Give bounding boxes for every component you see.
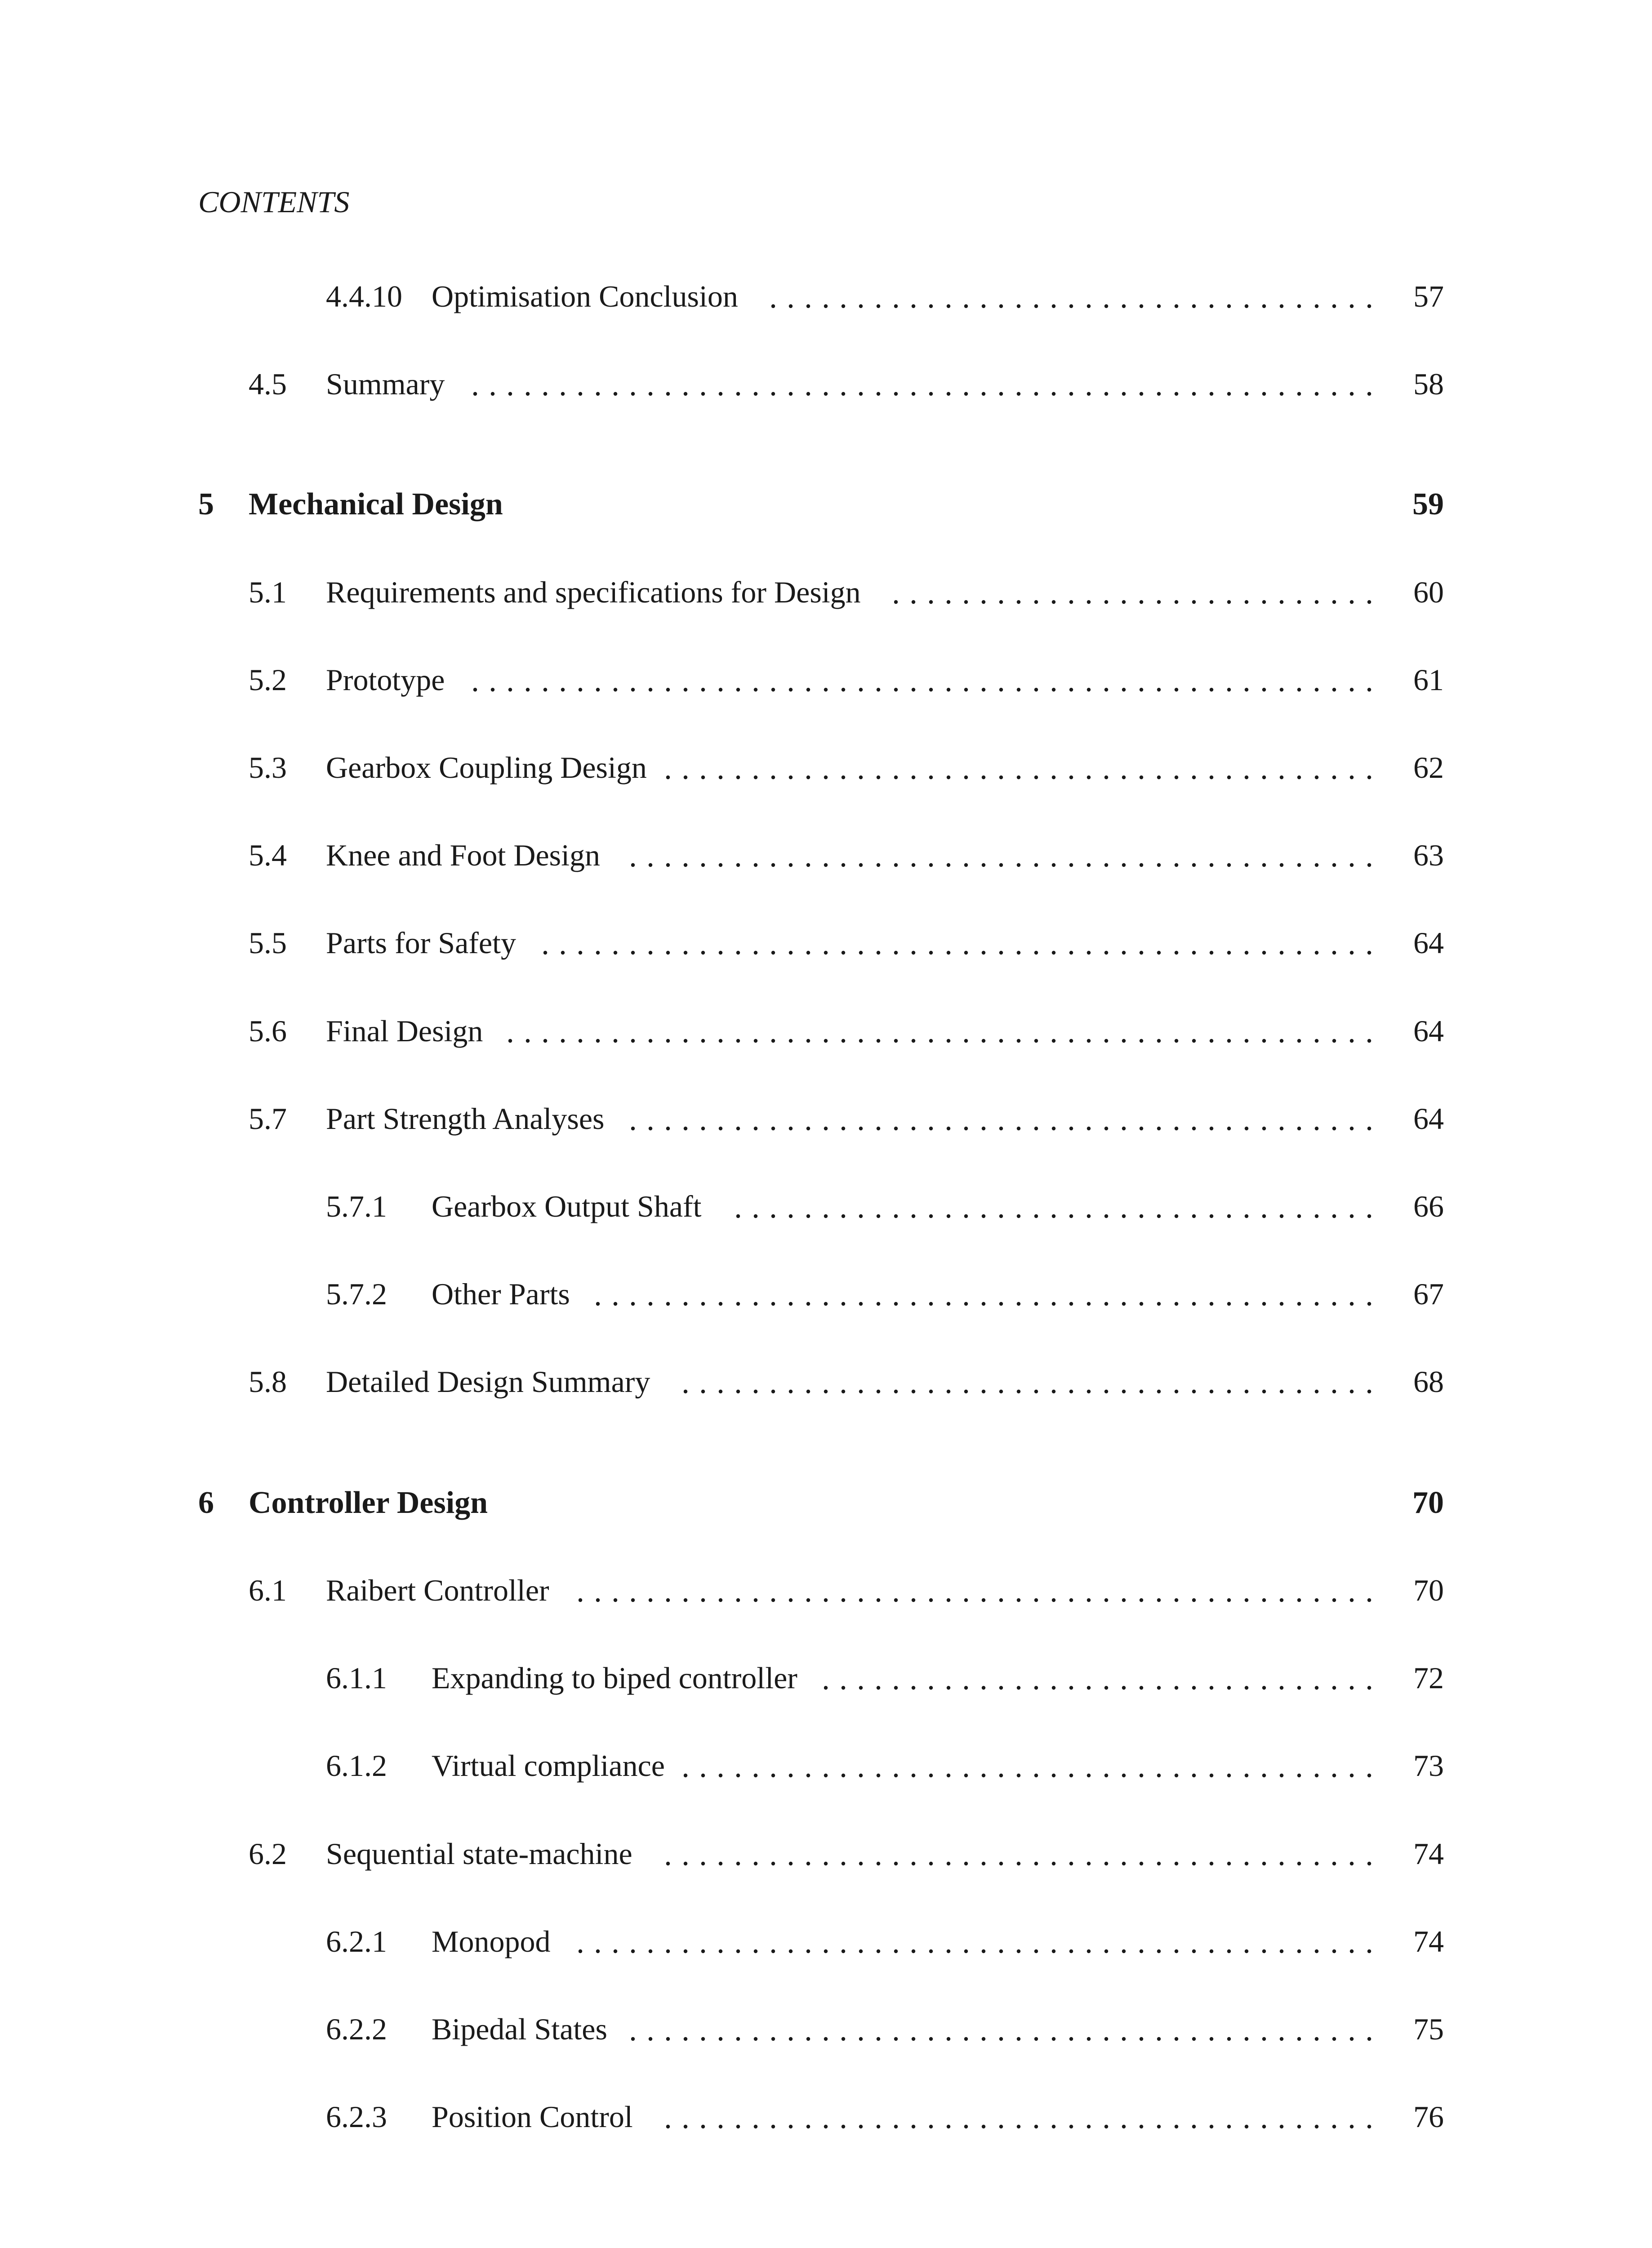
toc-dot-leader: [631, 1103, 1385, 1139]
toc-entry-title: Monopod: [432, 1924, 551, 1958]
toc-entry-number: 4.4.10: [326, 279, 402, 313]
toc-entry-title: Summary: [326, 367, 445, 401]
toc-entry-page-number: 75: [1413, 2012, 1444, 2046]
toc-entry-title: Expanding to biped controller: [432, 1661, 797, 1695]
toc-entry-page-number: 74: [1413, 1924, 1444, 1958]
toc-entry-page-number: 64: [1413, 1102, 1444, 1136]
toc-entry-title: Gearbox Output Shaft: [432, 1189, 702, 1223]
toc-entry-page-number: 61: [1413, 663, 1444, 697]
toc-entry-number: 5.6: [249, 1014, 287, 1048]
toc-entry-number: 4.5: [249, 367, 287, 401]
toc-dot-leader: [473, 665, 1385, 700]
toc-entry-page-number: 74: [1413, 1837, 1444, 1871]
toc-dot-leader: [631, 2014, 1385, 2050]
toc-entry-title: Detailed Design Summary: [326, 1365, 650, 1399]
toc-entry-page-number: 73: [1413, 1748, 1444, 1783]
toc-entry-page-number: 66: [1413, 1189, 1444, 1223]
toc-entry-page-number: 59: [1412, 487, 1444, 522]
running-head: CONTENTS: [198, 185, 350, 219]
toc-entry-title: Position Control: [432, 2100, 633, 2134]
toc-entry-number: 5.7: [249, 1102, 287, 1136]
toc-dot-leader: [543, 928, 1385, 963]
toc-entry-page-number: 63: [1413, 838, 1444, 872]
toc-dot-leader: [684, 1366, 1385, 1402]
toc-dot-leader: [684, 1750, 1385, 1786]
toc-dot-leader: [631, 840, 1385, 876]
toc-dot-leader: [894, 577, 1385, 613]
toc-entry-title: Final Design: [326, 1014, 483, 1048]
toc-dot-leader: [666, 1838, 1385, 1874]
toc-dot-leader: [666, 752, 1385, 788]
toc-entry-page-number: 70: [1412, 1485, 1444, 1520]
toc-dot-leader: [579, 1575, 1385, 1611]
toc-entry-number: 6.1.1: [326, 1661, 387, 1695]
toc-dot-leader: [579, 1926, 1385, 1962]
toc-dot-leader: [771, 281, 1385, 317]
toc-entry-title: Virtual compliance: [432, 1748, 665, 1783]
toc-entry-title: Raibert Controller: [326, 1573, 549, 1607]
toc-entry-page-number: 72: [1413, 1661, 1444, 1695]
toc-entry-title: Knee and Foot Design: [326, 838, 601, 872]
toc-entry-title: Optimisation Conclusion: [432, 279, 738, 313]
toc-dot-leader: [473, 369, 1385, 405]
toc-entry-number: 6.2: [249, 1837, 287, 1871]
toc-dot-leader: [596, 1279, 1385, 1315]
toc-entry-title: Gearbox Coupling Design: [326, 750, 647, 785]
toc-dot-leader: [508, 1016, 1385, 1052]
toc-entry-page-number: 58: [1413, 367, 1444, 401]
toc-entry-page-number: 64: [1413, 926, 1444, 960]
toc-entry-page-number: 57: [1413, 279, 1444, 313]
toc-entry-title: Part Strength Analyses: [326, 1102, 605, 1136]
toc-entry-title: Prototype: [326, 663, 445, 697]
toc-entry-page-number: 68: [1413, 1365, 1444, 1399]
toc-entry-number: 6.2.3: [326, 2100, 387, 2134]
toc-entry-title: Sequential state-machine: [326, 1837, 632, 1871]
toc-entry-number: 5.3: [249, 750, 287, 785]
toc-entry-number: 6.2.2: [326, 2012, 387, 2046]
toc-entry-page-number: 67: [1413, 1277, 1444, 1311]
toc-entry-page-number: 64: [1413, 1014, 1444, 1048]
toc-entry-number: 5.7.1: [326, 1189, 387, 1223]
toc-entry-number: 6.2.1: [326, 1924, 387, 1958]
toc-entry-number: 5: [198, 487, 214, 522]
toc-entry-title: Other Parts: [432, 1277, 570, 1311]
toc-entry-page-number: 70: [1413, 1573, 1444, 1607]
toc-entry-title: Bipedal States: [432, 2012, 607, 2046]
toc-entry-number: 6: [198, 1485, 214, 1520]
toc-entry-number: 5.4: [249, 838, 287, 872]
toc-entry-title: Mechanical Design: [249, 487, 503, 522]
toc-entry-page-number: 76: [1413, 2100, 1444, 2134]
toc-entry-number: 6.1: [249, 1573, 287, 1607]
toc-entry-number: 6.1.2: [326, 1748, 387, 1783]
toc-entry-number: 5.8: [249, 1365, 287, 1399]
toc-entry-number: 5.2: [249, 663, 287, 697]
toc-entry-page-number: 60: [1413, 575, 1444, 609]
toc-dot-leader: [824, 1663, 1385, 1699]
toc-entry-number: 5.5: [249, 926, 287, 960]
toc-entry-number: 5.1: [249, 575, 287, 609]
toc-entry-page-number: 62: [1413, 750, 1444, 785]
toc-entry-number: 5.7.2: [326, 1277, 387, 1311]
toc-dot-leader: [736, 1191, 1385, 1227]
toc-entry-title: Controller Design: [249, 1485, 488, 1520]
toc-entry-title: Parts for Safety: [326, 926, 517, 960]
toc-dot-leader: [666, 2101, 1385, 2137]
toc-entry-title: Requirements and specifications for Design: [326, 575, 861, 609]
